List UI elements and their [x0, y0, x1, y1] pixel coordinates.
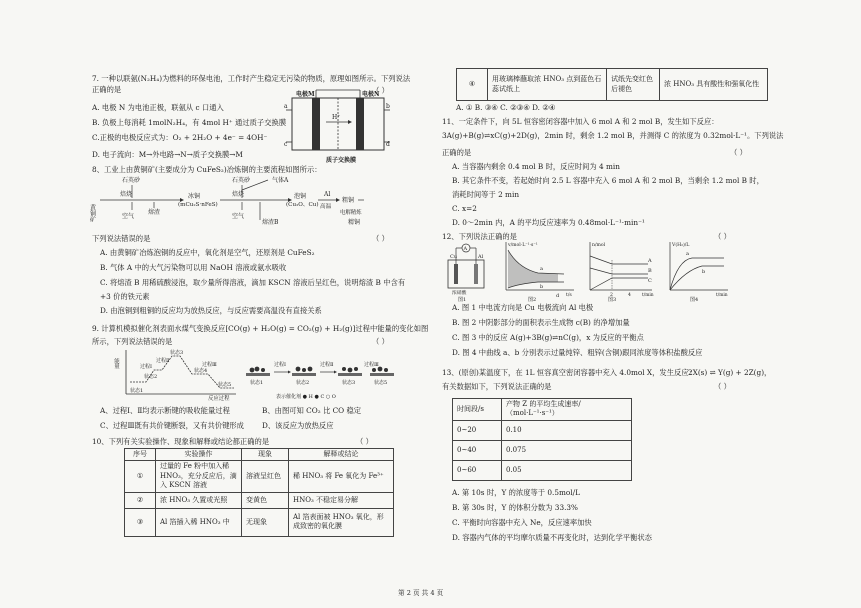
q9-process-3: 过程Ⅲ [202, 362, 217, 368]
table-row [457, 69, 768, 101]
q13-table [452, 398, 632, 481]
q13-header: 产物 Z 的平均生成速率/（mol·L⁻¹·s⁻¹） [502, 399, 632, 421]
q9-process-1: 过程Ⅰ [140, 364, 152, 370]
q11-option-b-cont: 消耗时间等于 2 min [452, 190, 520, 199]
q12-fig3-b: B [648, 268, 652, 274]
table-row [125, 461, 394, 492]
q10-header: 实验操作 [156, 449, 242, 461]
q10-answer-bracket: （ ） [356, 437, 373, 446]
q7-option-b: B. 负极上每消耗 1molN₂H₄，有 4mol H⁺ 通过质子交换膜 [92, 118, 287, 127]
q11-option-a: A. 当容器内剩余 0.4 mol B 时，反应时间为 4 min [452, 162, 620, 171]
q10-row-operation: Al 箔插入稀 HNO₃ 中 [156, 508, 242, 536]
q8-blister-copper: 泡铜 [294, 193, 307, 200]
q9-mol-process-2: 过程Ⅱ [320, 362, 334, 368]
q10-stem: 10、下列有关实验操作、现象和解释或结论都正确的是 [92, 437, 270, 446]
q10-header-row [125, 449, 394, 461]
q13-cell: 0~60 [453, 460, 502, 480]
q13-stem-1: 13、(原创)某温度下，在 1L 恒容真空密闭容器中充入 4.0mol X，发生反应： [442, 368, 696, 377]
q8-matte: 冰铜 [188, 193, 201, 200]
q13-stem-2: 有关数据如下，下列说法正确的是 [442, 382, 552, 391]
q8-option-c-cont: +3 价的铁元素 [100, 292, 150, 301]
q10-header: 解释或结论 [289, 449, 394, 461]
q9-state-3: 状态3 [170, 350, 184, 356]
q7-port-c: c [284, 141, 288, 148]
q10-header: 现象 [242, 449, 289, 461]
q13-option-a: A. 第 10s 时，Y 的浓度等于 0.5mol/L [452, 488, 580, 497]
q9-mol-state-5: 状态5 [374, 380, 388, 386]
q10-header: 序号 [125, 449, 156, 461]
q13-cell: 0.05 [502, 460, 632, 480]
q9-option-b: B、由图可知 CO₂ 比 CO 稳定 [262, 406, 362, 415]
q10-row-no: ③ [125, 508, 156, 536]
q11-stem-1: 11、一定条件下，向 5L 恒容密闭容器中加入 6 mol A 和 2 mol B，发生如下反应： [442, 117, 719, 126]
q9-mol-process-3: 过程Ⅲ [364, 362, 379, 368]
q8-roast-1: 焙烧 [120, 191, 133, 198]
q8-flow-diagram [88, 174, 372, 230]
q10-row-phenomenon: 无现象 [242, 508, 289, 536]
q8-blister-formula: (Cu₂O、Cu) [286, 202, 319, 208]
q8-option-a: A. 由黄铜矿冶炼泡铜的反应中，氧化剂是空气，还原剂是 CuFeS₂ [100, 248, 315, 257]
q12-option-a: A. 图 1 中电流方向是 Cu 电极流向 Al 电极 [452, 303, 594, 312]
q8-question: 下列说法错误的是 [92, 234, 151, 243]
q8-sand-2: 石英砂 [232, 177, 251, 184]
q11-answer-bracket: （ ） [730, 148, 747, 157]
q10-row-phenomenon: 变黄色 [242, 492, 289, 508]
q12-fig4-caption: 图4 [690, 297, 699, 303]
right-column [430, 0, 861, 600]
q7-electrode-n-label: 电极N [362, 91, 380, 98]
q12-fig2-b: b [540, 284, 544, 290]
q13-option-d: D. 容器内气体的平均摩尔质量不再变化时，达到化学平衡状态 [452, 533, 652, 542]
q10-row-no: ① [125, 461, 156, 492]
q10-row-conclusion: 浓 HNO₃ 具有酸性和强氧化性 [660, 69, 768, 101]
q7-stem: 7. 一种以联氨(N₂H₄)为燃料的环保电池，工作时产生稳定无污染的物质，原理如图所示。下列说法 [92, 74, 411, 83]
q9-state-5: 状态5 [218, 382, 232, 388]
q12-fig1-cu: Cu [450, 254, 458, 260]
q8-crude-copper: 粗铜 [342, 197, 355, 204]
q12-answer-bracket: （ ） [714, 232, 731, 241]
q12-fig1-caption: 图1 [458, 297, 467, 303]
table-row [453, 420, 632, 440]
q12-fig2-xlabel: t/s [566, 293, 572, 298]
q9-y-axis-label: 能量 [113, 358, 119, 369]
q9-process-2: 过程Ⅱ [156, 358, 170, 364]
q12-option-d: D. 图 4 中曲线 a、b 分别表示过量纯锌、粗锌(含铜)跟同浓度等体积盐酸反应 [452, 348, 703, 357]
q12-fig3-xlabel: t/min [642, 293, 654, 298]
table-row [125, 508, 394, 536]
q9-stem2: 所示，下列说法错误的是 [92, 337, 173, 346]
q9-state-4: 状态4 [194, 368, 208, 374]
q12-fig-4 [662, 240, 732, 302]
q9-answer-bracket: （ ） [372, 337, 389, 346]
q8-option-b: B. 气体 A 中的大气污染物可以用 NaOH 溶液或氨水吸收 [100, 263, 287, 272]
q12-fig4-xlabel: t/min [716, 293, 728, 298]
q9-molecule-state-1 [250, 367, 265, 373]
q10-row-conclusion: Al 箔表面被 HNO₃ 氧化，形成致密的氧化膜 [289, 508, 394, 536]
q12-fig3-caption: 图3 [608, 297, 617, 303]
q12-fig2-d: d [556, 293, 560, 299]
q7-port-b: b [386, 103, 390, 110]
q8-high-temp: 高温 [320, 204, 332, 210]
q12-fig3-c: C [648, 278, 652, 284]
q12-fig3-tick-1: 2 [610, 293, 613, 298]
q11-stem-3: 正确的是 [442, 148, 472, 157]
q8-refine: 电解精炼 [340, 210, 362, 216]
q7-option-c: C.正极的电极反应式为：O₂ + 2H₂O + 4e⁻ = 4OH⁻ [92, 133, 268, 142]
q7-electrode-m-label: 电极M [296, 91, 315, 98]
q12-fig-1 [440, 242, 492, 302]
q13-option-b: B. 第 30s 时，Y 的体积分数为 33.3% [452, 503, 578, 512]
q12-fig1-al: Al [478, 254, 484, 260]
q8-fine-copper: 精铜 [348, 219, 361, 226]
q9-option-a: A、过程Ⅰ、Ⅱ均表示断键的吸收能量过程 [100, 406, 230, 415]
q8-stem: 8、工业上由黄铜矿(主要成分为 CuFeS₂)冶炼铜的主要流程如图所示： [92, 165, 322, 174]
q11-option-d: D. 0～2min 内，A 的平均反应速率为 0.48mol·L⁻¹·min⁻¹ [452, 218, 645, 227]
q9-mol-state-2: 状态2 [296, 380, 310, 386]
q8-slag: 熔渣 [148, 209, 161, 216]
table-row [453, 440, 632, 460]
q10-row-operation: 用玻璃棒蘸取浓 HNO₃ 点到蓝色石蕊试纸上 [488, 69, 607, 101]
q13-cell: 0~20 [453, 420, 502, 440]
q8-gas-a: 气体A [272, 177, 289, 184]
q9-mol-state-3: 状态3 [342, 380, 356, 386]
q7-stem2: 正确的是 [92, 85, 122, 94]
q12-fig3-ylabel: n/mol [592, 243, 606, 248]
q12-fig3-a: A [648, 258, 652, 264]
q13-cell: 0~40 [453, 440, 502, 460]
q8-al: Al [324, 191, 331, 198]
q8-roast-2: 焙烧 [232, 191, 245, 198]
q7-port-d: d [386, 141, 390, 148]
q9-mol-state-1: 状态1 [250, 380, 264, 386]
q8-option-d: D. 由泡铜到粗铜的反应均为放热反应，与反应需要高温没有直接关系 [100, 306, 322, 315]
q10-row-conclusion: HNO₃ 不稳定易分解 [289, 492, 394, 508]
q12-fig-3 [582, 240, 656, 302]
q13-answer-bracket: （ ） [714, 382, 731, 391]
q13-option-c: C. 平衡时向容器中充入 Ne，反应速率加快 [452, 518, 592, 527]
q8-matte-formula: (mCu₂S·nFeS) [178, 202, 218, 208]
q12-fig4-ylabel: V(H₂)/L [672, 243, 690, 248]
q10-table-continued [456, 68, 768, 101]
q7-port-a: a [284, 103, 288, 110]
q10-row-phenomenon: 溶液呈红色 [242, 461, 289, 492]
q11-option-c: C. x=2 [452, 204, 477, 213]
q13-header: 时间段/s [453, 399, 502, 421]
q8-sand-1: 石英砂 [122, 177, 141, 184]
q12-option-b: B. 图 2 中阴影部分的面积表示生成物 c(B) 的净增加量 [452, 318, 630, 327]
q7-membrane-label: 质子交换膜 [326, 157, 357, 164]
q9-option-c: C、过程Ⅲ既有共价键断裂，又有共价键形成 [100, 421, 244, 430]
table-row [125, 492, 394, 508]
q13-equation: 2X(s) ⇌ Y(g) + 2Z(g)， [688, 368, 772, 377]
table-row [453, 460, 632, 480]
q7-option-a: A. 电极 N 为电池正极，联氨从 c 口通入 [92, 103, 224, 112]
q10-row-no: ② [125, 492, 156, 508]
q9-molecule-diagram [246, 354, 396, 402]
q10-row-phenomenon: 试纸先变红色后褪色 [607, 69, 660, 101]
q7-answer-bracket: （ ） [372, 86, 389, 95]
q13-cell: 0.075 [502, 440, 632, 460]
q9-x-axis-label: 反应过程 [208, 396, 230, 402]
q7-ion-label: H⁺ [332, 114, 341, 121]
q8-answer-bracket: （ ） [372, 234, 389, 243]
svg-text:A: A [463, 246, 468, 252]
q12-fig4-a: a [686, 251, 689, 257]
q13-header-row [453, 399, 632, 421]
q10-row-conclusion: 稀 HNO₃ 将 Fe 氧化为 Fe³⁺ [289, 461, 394, 492]
q12-fig-2 [498, 240, 578, 302]
q10-table [124, 448, 394, 537]
q10-row-operation: 过量的 Fe 粉中加入稀 HNO₃，充分反应后，滴入 KSCN 溶液 [156, 461, 242, 492]
q12-fig3-tick-2: 4 [628, 293, 631, 298]
q12-stem: 12、下列说法正确的是 [442, 232, 517, 241]
q9-mol-process-1: 过程Ⅰ [274, 362, 286, 368]
q10-row-operation: 浓 HNO₃ 久置或光照 [156, 492, 242, 508]
q12-fig2-ylabel: v/mol·L⁻¹·s⁻¹ [508, 243, 538, 248]
q7-option-d: D. 电子流向：M→外电路→N→质子交换膜→M [92, 150, 243, 159]
q8-option-c: C. 将熔渣 B 用稀硫酸浸泡，取少量所得溶液，滴加 KSCN 溶液后呈红色，说明熔渣 B 中含有 [100, 278, 406, 287]
q8-air-1: 空气 [122, 213, 135, 220]
q11-option-b: B. 其它条件不变，若起始时向 2.5 L 容器中充入 6 mol A 和 2 mol B，当剩余 1.2 mol B 时， [452, 176, 764, 185]
q12-fig1-solution: 浓硝酸 [452, 291, 467, 296]
q12-option-c: C. 图 3 中的反应 A(g)+3B(g)⇌nC(g)，x 为反应的平衡点 [452, 333, 644, 342]
q10-choices: A. ① B. ③④ C. ②③④ D. ②④ [456, 103, 556, 112]
q13-cell: 0.10 [502, 420, 632, 440]
q12-fig4-b: b [702, 269, 706, 275]
q9-energy-diagram [113, 348, 242, 402]
page-footer: 第 2 页 共 4 页 [398, 589, 444, 597]
q8-ore: 黄铜矿 [88, 204, 96, 222]
q9-stem: 9. 计算机模拟催化剂表面水煤气变换反应[CO(g) + H₂O(g) = CO₂(g) + H₂(g)]过程中能量的变化如图 [92, 324, 429, 333]
q8-slag-b: 熔渣B [262, 219, 279, 226]
q9-legend: 表示催化剂 ● H ● C ○ O [276, 394, 336, 400]
q9-state-2: 状态2 [144, 374, 158, 380]
q9-option-d: D、该反应为放热反应 [262, 421, 334, 430]
q7-battery-diagram [282, 88, 394, 166]
q8-air-2: 空气 [232, 213, 245, 220]
q10-row-no: ④ [457, 69, 488, 101]
q12-fig2-a: a [540, 266, 543, 272]
q11-stem-2: 3A(g)+B(g)⇌xC(g)+2D(g)，2min 时，剩余 1.2 mol B，并测得 C 的浓度为 0.32mol·L⁻¹。下列说法 [442, 131, 784, 140]
q12-fig2-caption: 图2 [528, 297, 537, 303]
q9-state-1: 状态1 [130, 388, 144, 394]
